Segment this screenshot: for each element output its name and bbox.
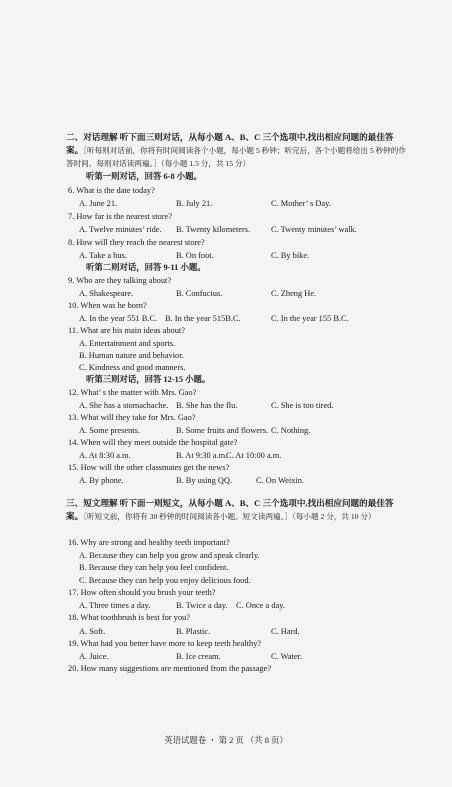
question-11: 11. What are his main ideas about?	[68, 326, 185, 335]
q16-option-c: C. Because they can help you enjoy delicious food.	[79, 576, 251, 585]
section3-heading	[66, 497, 406, 523]
q10-option-c: C. In the year 155 B.C.	[271, 314, 349, 323]
section2-heading	[66, 131, 406, 170]
q6-option-c: C. Mother’ s Day.	[271, 199, 331, 208]
question-16: 16. Why are strong and healthy teeth important?	[68, 538, 230, 547]
question-19: 19. What had you better have more to keep teeth healthy?	[68, 639, 262, 648]
question-6: 6. What is the date today?	[68, 186, 155, 195]
q13-option-c: C. Nothing.	[271, 426, 311, 435]
q9-option-a: A. Shakespeare.	[79, 289, 134, 298]
dialog3-heading: 听第三则对话，回答 12-15 小题。	[86, 375, 211, 384]
section2-title: 二、对话理解 听下面三则对话，从每小题 A、B、C 三个选项中,找出相应问题的最佳答案。	[66, 132, 394, 155]
section2-instruction: ［听每则对话前，你将有时间阅读各个小题，每小题 5 秒钟；听完后，各个小题将给出 5 秒钟的作答时间。每则对话读两遍。］（每小题 1.5 分，共 15 分）	[66, 146, 406, 168]
q9-option-c: C. Zheng He.	[271, 289, 317, 298]
q18-option-b: B. Plastic.	[176, 627, 211, 636]
q16-option-b: B. Because they can help you feel confident.	[79, 563, 229, 572]
q17-option-c: C. Once a day.	[236, 601, 285, 610]
q8-option-a: A. Take a bus.	[79, 251, 127, 260]
q11-option-b: B. Human nature and behavior.	[79, 351, 184, 360]
q10-option-a: A. In the year 551 B.C.	[79, 314, 158, 323]
q12-option-a: A. She has a stomachache.	[79, 401, 169, 410]
q13-option-b: B. Some fruits and flowers.	[176, 426, 269, 435]
q15-option-c: C. On Weixin.	[256, 476, 305, 485]
q8-option-b: B. On foot.	[176, 251, 214, 260]
q11-option-c: C. Kindness and good manners.	[79, 363, 186, 372]
q10-option-b: B. In the year 515B.C.	[165, 314, 241, 323]
q18-option-a: A. Soft.	[79, 627, 106, 636]
question-20: 20. How many suggestions are mentioned from the passage?	[68, 664, 272, 673]
q13-option-a: A. Some presents.	[79, 426, 140, 435]
question-12: 12. What’ s the matter with Mrs. Gao?	[68, 388, 197, 397]
question-9: 9. Who are they talking about?	[68, 276, 172, 285]
q11-option-a: A. Entertainment and sports.	[79, 339, 176, 348]
q17-option-b: B. Twice a day.	[176, 601, 228, 610]
q6-option-b: B. July 21.	[176, 199, 213, 208]
q14-option-c: C. At 10:00 a.m.	[226, 451, 282, 460]
q14-option-b: B. At 9:30 a.m.	[176, 451, 228, 460]
q18-option-c: C. Hard.	[271, 627, 300, 636]
q7-option-c: C. Twenty minutes’ walk.	[271, 225, 357, 234]
question-14: 14. When will they meet outside the hospital gate?	[68, 438, 238, 447]
q15-option-a: A. By phone.	[79, 476, 124, 485]
q15-option-b: B. By using QQ.	[176, 476, 233, 485]
q9-option-b: B. Confucius.	[176, 289, 223, 298]
question-17: 17. How often should you brush your teeth?	[68, 588, 216, 597]
question-15: 15. How will the other classmates get the news?	[68, 463, 230, 472]
question-13: 13. What will they take for Mrs. Gao?	[68, 413, 196, 422]
page-footer: 英语试题卷 ・ 第 2 页 （共 8 页）	[164, 736, 288, 745]
q19-option-c: C. Water.	[271, 652, 303, 661]
question-8: 8. How will they reach the nearest store?	[68, 238, 205, 247]
q16-option-a: A. Because they can help you grow and speak clearly.	[79, 551, 260, 560]
q19-option-b: B. Ice cream.	[176, 652, 221, 661]
q7-option-b: B. Twenty kilometers.	[176, 225, 251, 234]
q7-option-a: A. Twelve minutes’ ride.	[79, 225, 162, 234]
q14-option-a: A. At 8:30 a.m.	[79, 451, 131, 460]
q19-option-a: A. Juice.	[79, 652, 109, 661]
dialog2-heading: 听第二则对话，回答 9-11 小题。	[86, 263, 206, 272]
section3-instruction: ［听短文前，你将有 30 秒钟的时间阅读各小题。短文读两遍。］（每小题 2 分，共 10 分）	[83, 512, 376, 521]
dialog1-heading: 听第一则对话，回答 6-8 小题。	[86, 172, 202, 181]
section3-title: 三、短文理解 听下面一则短文，从每小题 A、B、C 三个选项中,找出相应问题的最佳答案。	[66, 498, 394, 521]
question-7: 7. How far is the nearest store?	[68, 212, 172, 221]
q8-option-c: C. By bike.	[271, 251, 310, 260]
question-10: 10. When was he born?	[68, 301, 147, 310]
q12-option-b: B. She has the flu.	[176, 401, 238, 410]
q12-option-c: C. She is too tired.	[271, 401, 334, 410]
q17-option-a: A. Three times a day.	[79, 601, 151, 610]
question-18: 18. What toothbrush is best for you?	[68, 613, 190, 622]
q6-option-a: A. June 21.	[79, 199, 118, 208]
